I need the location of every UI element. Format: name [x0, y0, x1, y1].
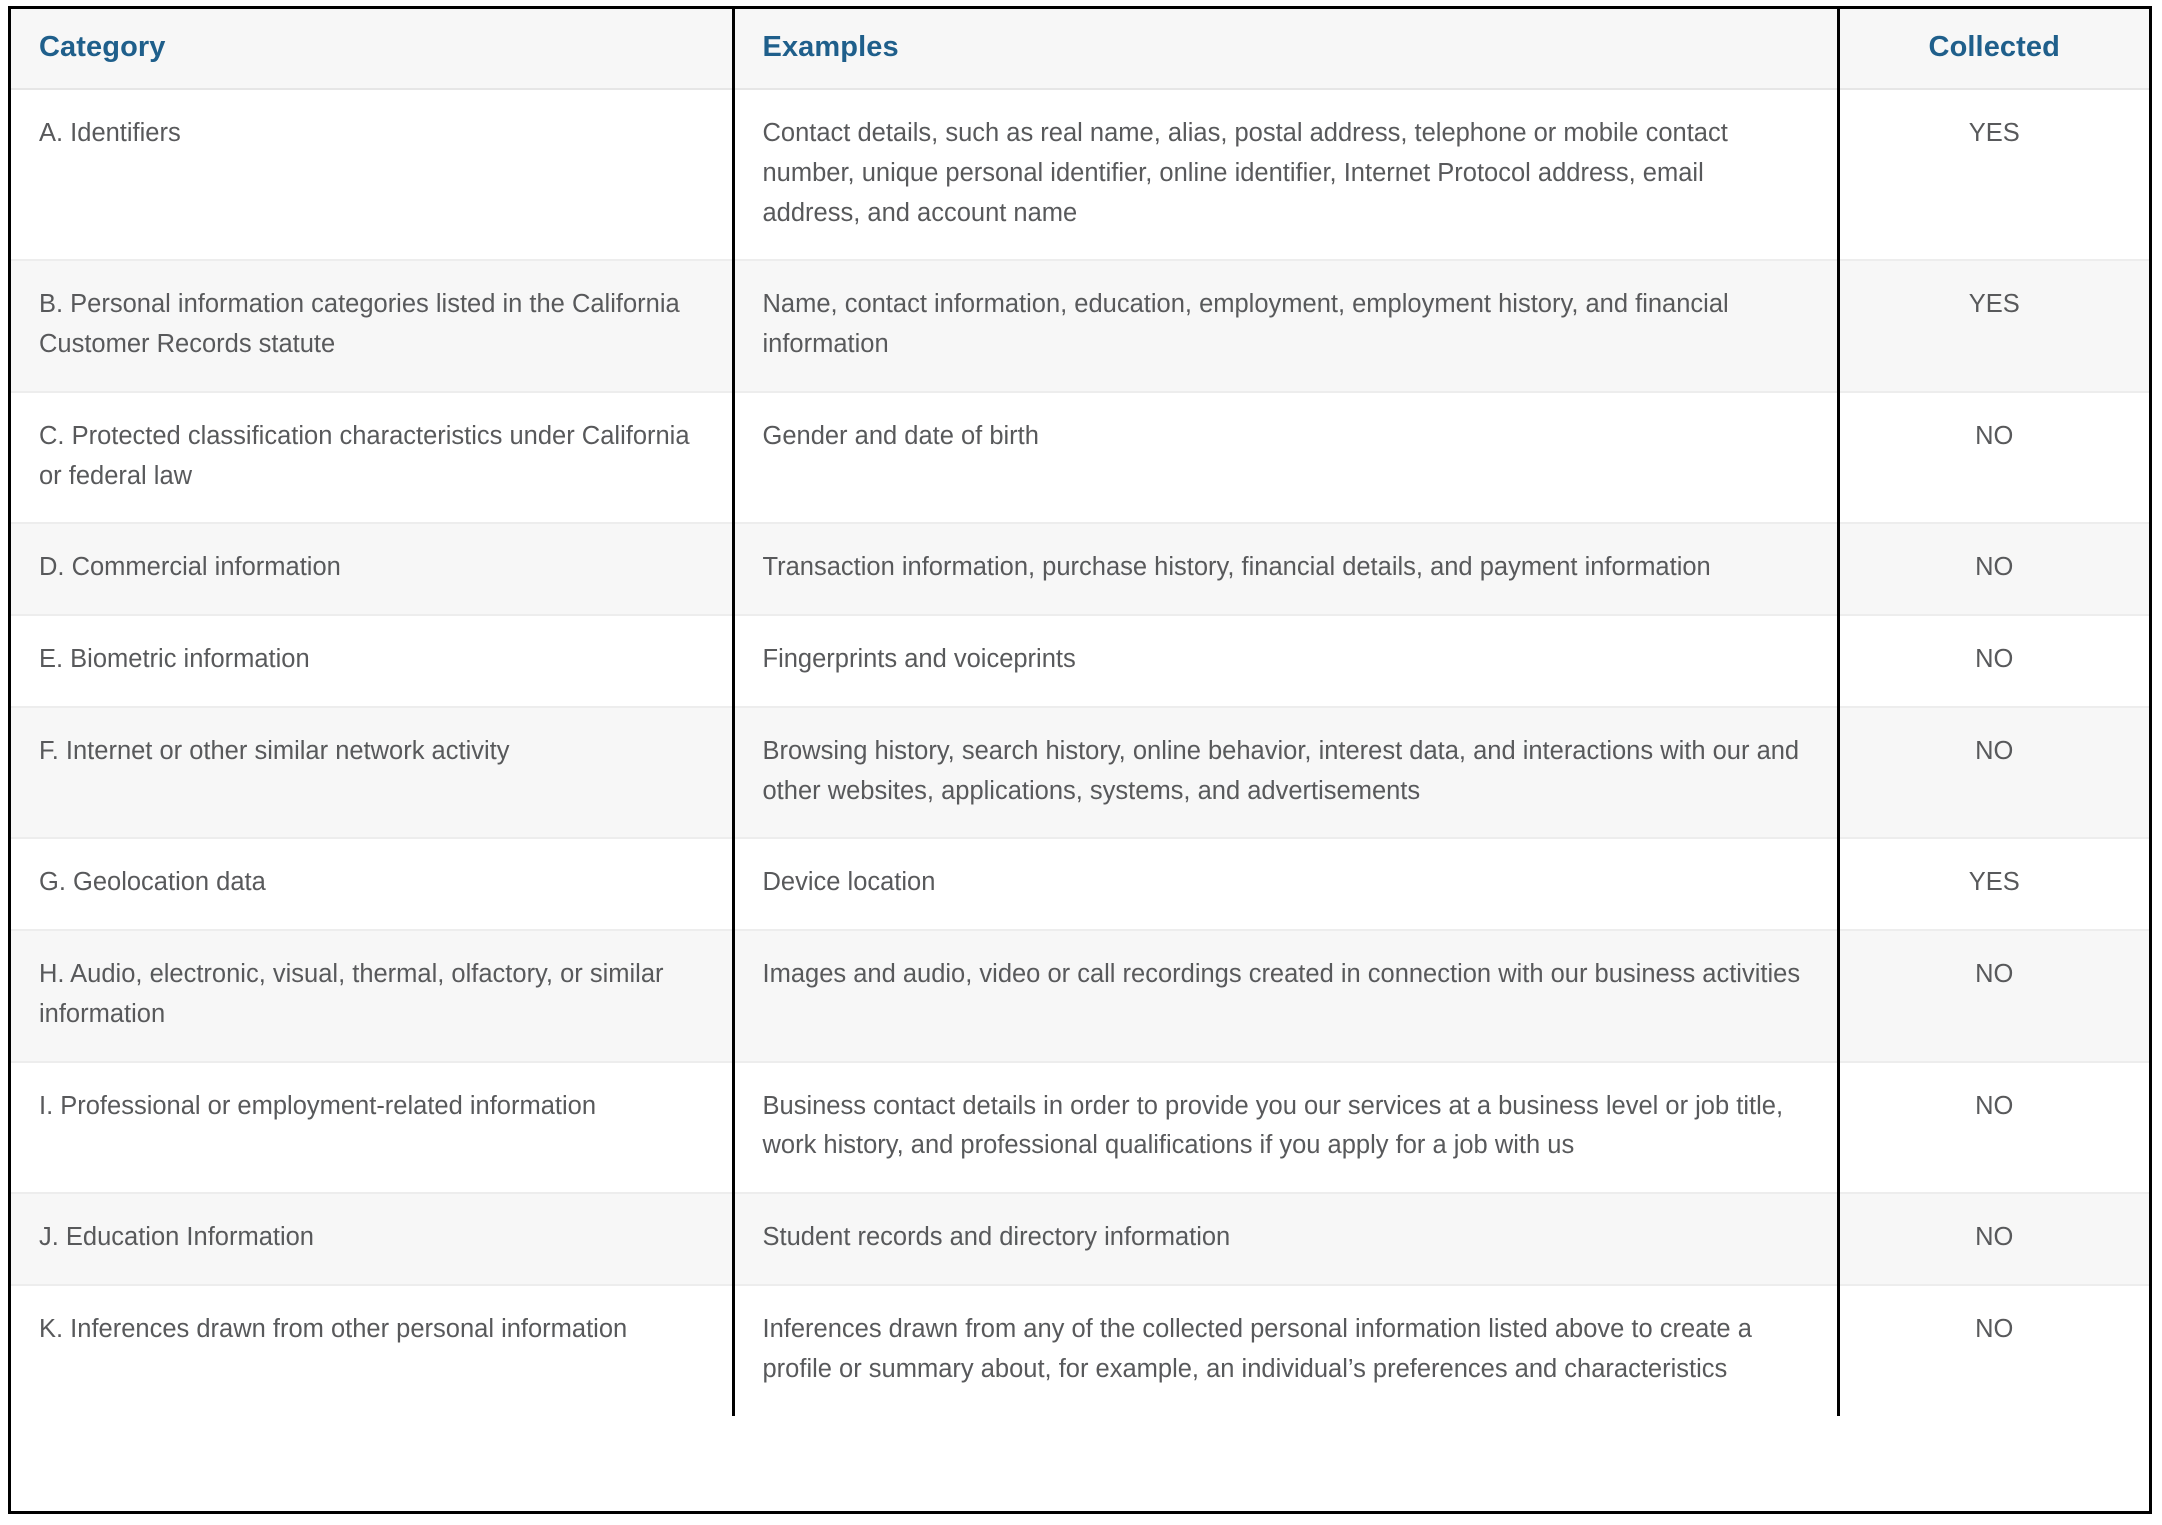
cell-collected: NO [1838, 1193, 2149, 1285]
cell-category: H. Audio, electronic, visual, thermal, olfactory, or similar information [11, 930, 733, 1062]
cell-examples: Inferences drawn from any of the collected personal information listed above to create a profile or summary about, for example, an individual’s preferences and characteristics [733, 1285, 1838, 1416]
cell-examples: Device location [733, 838, 1838, 930]
privacy-data-table-container [8, 6, 2152, 1514]
cell-category: A. Identifiers [11, 89, 733, 260]
cell-category: B. Personal information categories listed in the California Customer Records statute [11, 260, 733, 392]
table-row [11, 260, 2149, 392]
cell-collected: NO [1838, 930, 2149, 1062]
cell-category: F. Internet or other similar network activity [11, 707, 733, 839]
cell-category: C. Protected classification characteristics under California or federal law [11, 392, 733, 524]
cell-collected: YES [1838, 838, 2149, 930]
column-header-category: Category [11, 9, 733, 89]
cell-category: J. Education Information [11, 1193, 733, 1285]
table-header-row [11, 9, 2149, 89]
cell-examples: Fingerprints and voiceprints [733, 615, 1838, 707]
cell-examples: Images and audio, video or call recordings created in connection with our business activities [733, 930, 1838, 1062]
table-body [11, 89, 2149, 1416]
cell-examples: Business contact details in order to provide you our services at a business level or job title, work history, and professional qualifications if you apply for a job with us [733, 1062, 1838, 1194]
cell-collected: YES [1838, 89, 2149, 260]
table-row [11, 392, 2149, 524]
table-row [11, 930, 2149, 1062]
table-row [11, 838, 2149, 930]
cell-category: G. Geolocation data [11, 838, 733, 930]
cell-collected: NO [1838, 615, 2149, 707]
table-row [11, 1285, 2149, 1416]
cell-category: K. Inferences drawn from other personal information [11, 1285, 733, 1416]
table-row [11, 523, 2149, 615]
cell-examples: Gender and date of birth [733, 392, 1838, 524]
column-header-examples: Examples [733, 9, 1838, 89]
cell-examples: Student records and directory information [733, 1193, 1838, 1285]
cell-examples: Transaction information, purchase history, financial details, and payment information [733, 523, 1838, 615]
cell-category: E. Biometric information [11, 615, 733, 707]
cell-examples: Contact details, such as real name, alias, postal address, telephone or mobile contact number, unique personal identifier, online identifier, Internet Protocol address, email address, and account name [733, 89, 1838, 260]
cell-collected: NO [1838, 523, 2149, 615]
cell-collected: NO [1838, 392, 2149, 524]
personal-information-categories-table [11, 9, 2149, 1416]
table-row [11, 89, 2149, 260]
cell-collected: NO [1838, 707, 2149, 839]
cell-collected: NO [1838, 1062, 2149, 1194]
cell-category: I. Professional or employment-related information [11, 1062, 733, 1194]
cell-examples: Name, contact information, education, employment, employment history, and financial information [733, 260, 1838, 392]
table-header [11, 9, 2149, 89]
cell-collected: YES [1838, 260, 2149, 392]
column-header-collected: Collected [1838, 9, 2149, 89]
table-row [11, 615, 2149, 707]
table-row [11, 707, 2149, 839]
table-row [11, 1062, 2149, 1194]
cell-category: D. Commercial information [11, 523, 733, 615]
cell-collected: NO [1838, 1285, 2149, 1416]
cell-examples: Browsing history, search history, online behavior, interest data, and interactions with our and other websites, applications, systems, and advertisements [733, 707, 1838, 839]
table-row [11, 1193, 2149, 1285]
